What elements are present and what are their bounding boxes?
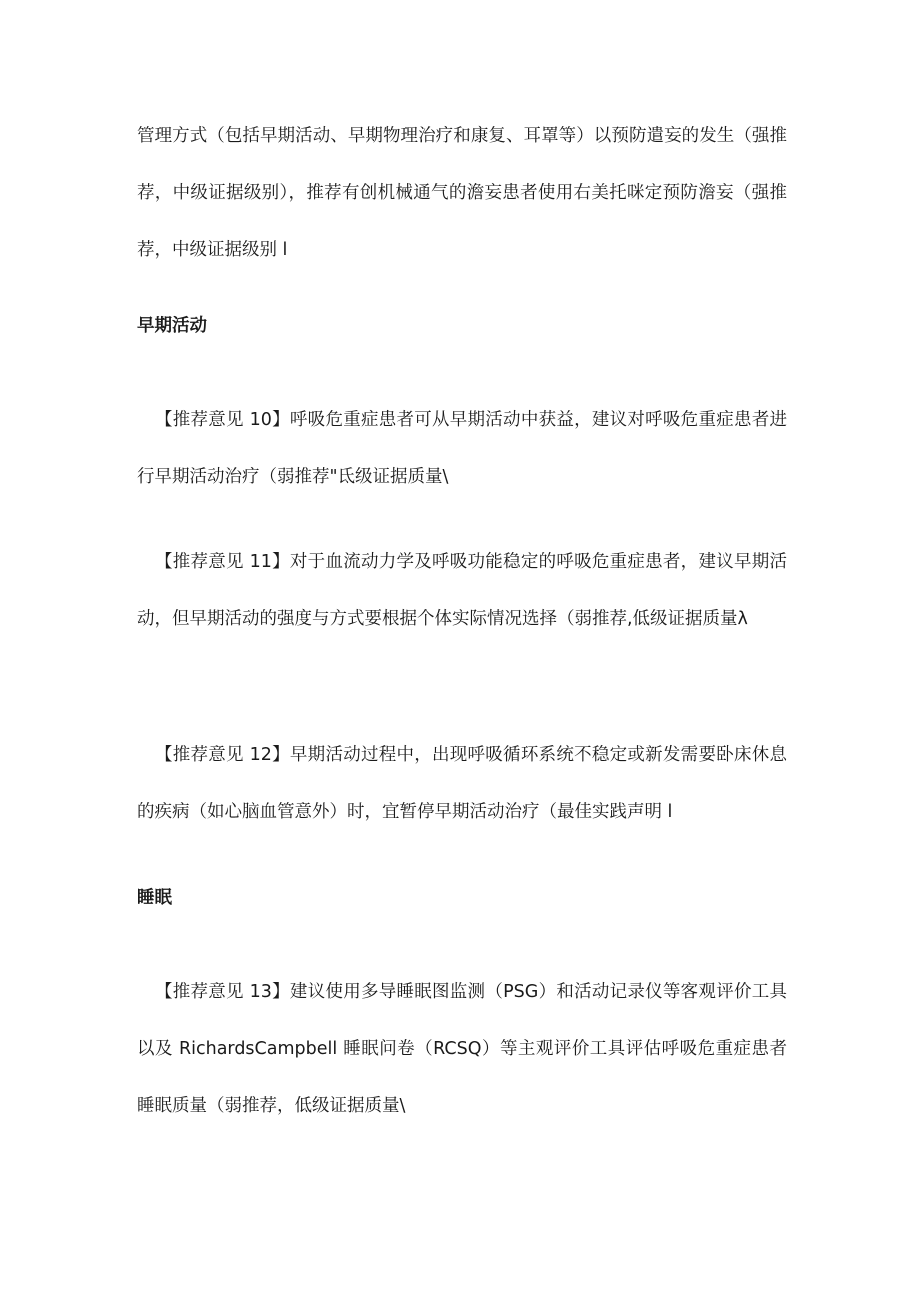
intro-paragraph: 管理方式（包括早期活动、早期物理治疗和康复、耳罩等）以预防遣妄的发生（强推荐，中级证据级别），推荐有创机械通气的澹妄患者使用右美托咪定预防澹妄（强推荐，中级证据级别 l — [137, 126, 787, 260]
recommendation-12: 【推荐意见 12】早期活动过程中，出现呼吸循环系统不稳定或新发需要卧床休息的疾病（如心脑血管意外）时，宜暂停早期活动治疗（最佳实践声明 l — [137, 745, 787, 822]
recommendation-13: 【推荐意见 13】建议使用多导睡眠图监测（PSG）和活动记录仪等客观评价工具以及 RichardsCampbell 睡眠问卷（RCSQ）等主观评价工具评估呼吸危重症患者睡眠质量（弱推荐，低级证据质量\ — [137, 982, 787, 1116]
section-heading-sleep: 睡眠 — [137, 888, 172, 908]
section-heading-early-activity: 早期活动 — [137, 316, 207, 336]
recommendation-10: 【推荐意见 10】呼吸危重症患者可从早期活动中获益，建议对呼吸危重症患者进行早期活动治疗（弱推荐"氐级证据质量\ — [137, 410, 787, 487]
recommendation-11: 【推荐意见 11】对于血流动力学及呼吸功能稳定的呼吸危重症患者，建议早期活动，但早期活动的强度与方式要根据个体实际情况选择（弱推荐,低级证据质量λ — [137, 552, 787, 629]
